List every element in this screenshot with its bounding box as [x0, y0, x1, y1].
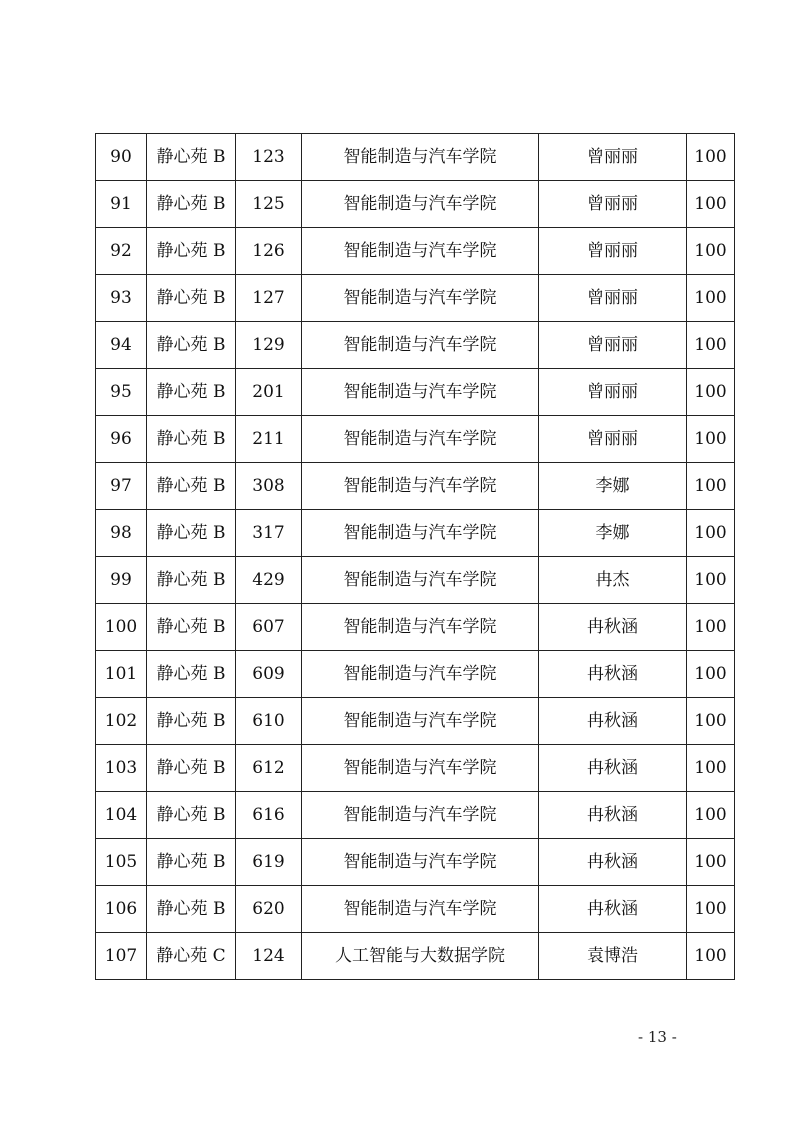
teacher-cell: 曾丽丽 [539, 275, 687, 322]
row-number-cell: 102 [96, 698, 147, 745]
table-row [96, 698, 735, 745]
room-number-cell: 609 [236, 651, 302, 698]
college-cell: 人工智能与大数据学院 [302, 933, 539, 980]
building-cell: 静心苑 B [147, 839, 236, 886]
row-number-cell: 103 [96, 745, 147, 792]
building-cell: 静心苑 B [147, 698, 236, 745]
building-cell: 静心苑 B [147, 322, 236, 369]
table-row [96, 134, 735, 181]
room-number-cell: 201 [236, 369, 302, 416]
building-cell: 静心苑 B [147, 134, 236, 181]
teacher-cell: 冉秋涵 [539, 839, 687, 886]
score-cell: 100 [687, 933, 735, 980]
room-number-cell: 129 [236, 322, 302, 369]
building-cell: 静心苑 B [147, 416, 236, 463]
row-number-cell: 105 [96, 839, 147, 886]
table-row [96, 181, 735, 228]
row-number-cell: 107 [96, 933, 147, 980]
teacher-cell: 冉秋涵 [539, 698, 687, 745]
row-number-cell: 98 [96, 510, 147, 557]
score-cell: 100 [687, 228, 735, 275]
college-cell: 智能制造与汽车学院 [302, 275, 539, 322]
building-cell: 静心苑 B [147, 886, 236, 933]
teacher-cell: 曾丽丽 [539, 134, 687, 181]
college-cell: 智能制造与汽车学院 [302, 416, 539, 463]
building-cell: 静心苑 B [147, 604, 236, 651]
college-cell: 智能制造与汽车学院 [302, 322, 539, 369]
score-cell: 100 [687, 369, 735, 416]
table-row [96, 416, 735, 463]
room-number-cell: 308 [236, 463, 302, 510]
table-row [96, 792, 735, 839]
room-number-cell: 612 [236, 745, 302, 792]
building-cell: 静心苑 C [147, 933, 236, 980]
college-cell: 智能制造与汽车学院 [302, 604, 539, 651]
table-row [96, 463, 735, 510]
table-row [96, 228, 735, 275]
table-body [96, 134, 735, 980]
row-number-cell: 99 [96, 557, 147, 604]
score-cell: 100 [687, 651, 735, 698]
score-cell: 100 [687, 886, 735, 933]
row-number-cell: 101 [96, 651, 147, 698]
room-number-cell: 619 [236, 839, 302, 886]
table-row [96, 651, 735, 698]
row-number-cell: 95 [96, 369, 147, 416]
score-cell: 100 [687, 792, 735, 839]
score-cell: 100 [687, 181, 735, 228]
teacher-cell: 冉秋涵 [539, 886, 687, 933]
teacher-cell: 曾丽丽 [539, 369, 687, 416]
room-number-cell: 125 [236, 181, 302, 228]
building-cell: 静心苑 B [147, 510, 236, 557]
score-cell: 100 [687, 275, 735, 322]
college-cell: 智能制造与汽车学院 [302, 792, 539, 839]
score-cell: 100 [687, 604, 735, 651]
table-row [96, 369, 735, 416]
score-cell: 100 [687, 745, 735, 792]
building-cell: 静心苑 B [147, 181, 236, 228]
teacher-cell: 冉秋涵 [539, 604, 687, 651]
college-cell: 智能制造与汽车学院 [302, 181, 539, 228]
table-row [96, 933, 735, 980]
table-row [96, 510, 735, 557]
teacher-cell: 冉秋涵 [539, 651, 687, 698]
teacher-cell: 曾丽丽 [539, 322, 687, 369]
table-row [96, 839, 735, 886]
room-number-cell: 127 [236, 275, 302, 322]
row-number-cell: 94 [96, 322, 147, 369]
row-number-cell: 92 [96, 228, 147, 275]
college-cell: 智能制造与汽车学院 [302, 557, 539, 604]
teacher-cell: 曾丽丽 [539, 181, 687, 228]
row-number-cell: 93 [96, 275, 147, 322]
building-cell: 静心苑 B [147, 745, 236, 792]
college-cell: 智能制造与汽车学院 [302, 651, 539, 698]
teacher-cell: 曾丽丽 [539, 228, 687, 275]
table-row [96, 275, 735, 322]
college-cell: 智能制造与汽车学院 [302, 463, 539, 510]
room-number-cell: 123 [236, 134, 302, 181]
score-cell: 100 [687, 839, 735, 886]
row-number-cell: 106 [96, 886, 147, 933]
room-number-cell: 126 [236, 228, 302, 275]
college-cell: 智能制造与汽车学院 [302, 134, 539, 181]
college-cell: 智能制造与汽车学院 [302, 745, 539, 792]
row-number-cell: 100 [96, 604, 147, 651]
score-cell: 100 [687, 322, 735, 369]
college-cell: 智能制造与汽车学院 [302, 698, 539, 745]
room-number-cell: 124 [236, 933, 302, 980]
teacher-cell: 冉秋涵 [539, 792, 687, 839]
row-number-cell: 97 [96, 463, 147, 510]
row-number-cell: 90 [96, 134, 147, 181]
building-cell: 静心苑 B [147, 651, 236, 698]
teacher-cell: 冉秋涵 [539, 745, 687, 792]
college-cell: 智能制造与汽车学院 [302, 369, 539, 416]
building-cell: 静心苑 B [147, 557, 236, 604]
room-number-cell: 211 [236, 416, 302, 463]
score-cell: 100 [687, 463, 735, 510]
room-number-cell: 607 [236, 604, 302, 651]
table-row [96, 886, 735, 933]
row-number-cell: 96 [96, 416, 147, 463]
dormitory-score-table [95, 133, 735, 980]
building-cell: 静心苑 B [147, 792, 236, 839]
building-cell: 静心苑 B [147, 275, 236, 322]
table-row [96, 745, 735, 792]
college-cell: 智能制造与汽车学院 [302, 510, 539, 557]
dormitory-score-table-container [95, 133, 735, 980]
college-cell: 智能制造与汽车学院 [302, 839, 539, 886]
teacher-cell: 李娜 [539, 510, 687, 557]
score-cell: 100 [687, 134, 735, 181]
college-cell: 智能制造与汽车学院 [302, 228, 539, 275]
room-number-cell: 610 [236, 698, 302, 745]
teacher-cell: 袁博浩 [539, 933, 687, 980]
room-number-cell: 620 [236, 886, 302, 933]
building-cell: 静心苑 B [147, 463, 236, 510]
table-row [96, 557, 735, 604]
score-cell: 100 [687, 510, 735, 557]
teacher-cell: 曾丽丽 [539, 416, 687, 463]
score-cell: 100 [687, 416, 735, 463]
row-number-cell: 91 [96, 181, 147, 228]
room-number-cell: 616 [236, 792, 302, 839]
table-row [96, 604, 735, 651]
score-cell: 100 [687, 698, 735, 745]
page-number: - 13 - [638, 1028, 677, 1046]
building-cell: 静心苑 B [147, 369, 236, 416]
college-cell: 智能制造与汽车学院 [302, 886, 539, 933]
table-row [96, 322, 735, 369]
row-number-cell: 104 [96, 792, 147, 839]
room-number-cell: 429 [236, 557, 302, 604]
score-cell: 100 [687, 557, 735, 604]
teacher-cell: 李娜 [539, 463, 687, 510]
teacher-cell: 冉杰 [539, 557, 687, 604]
building-cell: 静心苑 B [147, 228, 236, 275]
room-number-cell: 317 [236, 510, 302, 557]
